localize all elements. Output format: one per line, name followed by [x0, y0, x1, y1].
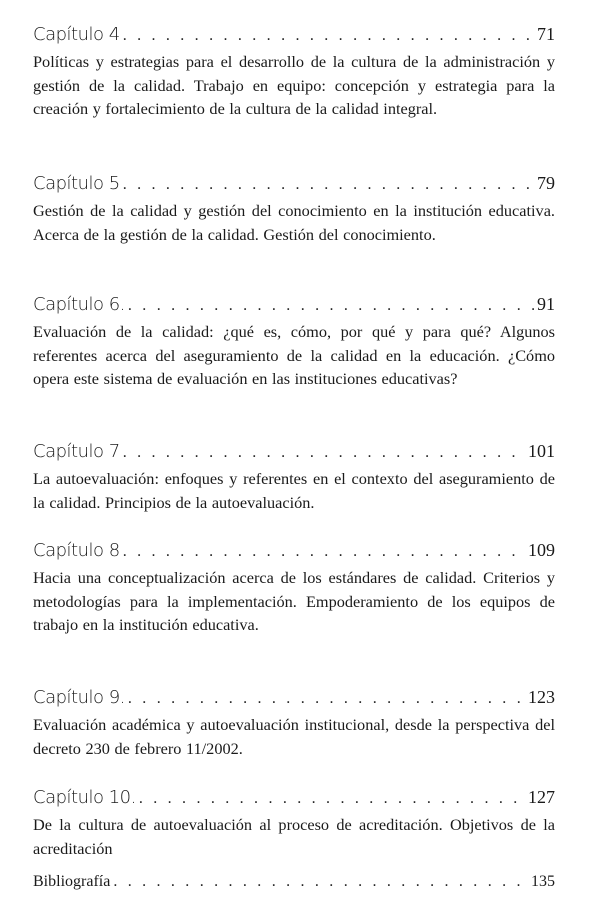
toc-entry-chapter-10 [33, 785, 555, 860]
chapter-label: Capítulo 9. [33, 687, 125, 708]
page-number: 91 [537, 294, 555, 314]
dot-leader [123, 173, 534, 197]
toc-entry-bibliography [33, 870, 555, 894]
chapter-label: Capítulo 4 [33, 24, 120, 45]
chapter-description: Evaluación de la calidad: ¿qué es, cómo, por qué y para qué? Algunos referentes acerca del aseguramiento de la calidad en la educación. ¿Cómo opera este sistema de evaluación en las instituciones educativas? [33, 322, 555, 388]
page-number: 109 [528, 540, 555, 560]
dot-leader [139, 787, 525, 811]
toc-heading [33, 538, 555, 564]
toc-heading [33, 22, 555, 48]
chapter-description: De la cultura de autoevaluación al proceso de acreditación. Objetivos de la acreditación [33, 815, 555, 858]
toc-entry-chapter-4 [33, 22, 555, 121]
chapter-label: Capítulo 8 [33, 540, 120, 561]
toc-heading [33, 292, 555, 318]
dot-leader [123, 540, 525, 564]
toc-entry-chapter-7 [33, 439, 555, 514]
toc-entry-chapter-6 [33, 292, 555, 391]
chapter-label: Capítulo 10. [33, 787, 136, 808]
toc-entry-chapter-8 [33, 538, 555, 637]
page-number: 127 [528, 787, 555, 807]
chapter-description: Evaluación académica y autoevaluación institucional, desde la perspectiva del decreto 230 de febrero 11/2002. [33, 715, 555, 758]
toc-heading [33, 870, 555, 894]
chapter-label: Capítulo 6. [33, 294, 125, 315]
chapter-description: Hacia una conceptualización acerca de los estándares de calidad. Criterios y metodologías para la implementación. Empoderamiento de los equipos de trabajo en la institución educativa. [33, 568, 555, 634]
page-number: 71 [537, 24, 555, 44]
dot-leader [128, 687, 525, 711]
chapter-description: La autoevaluación: enfoques y referentes en el contexto del aseguramiento de la calidad. Principios de la autoevaluación. [33, 469, 555, 512]
dot-leader [128, 294, 534, 318]
dot-leader [123, 24, 534, 48]
toc-entry-chapter-9 [33, 685, 555, 760]
toc-heading [33, 171, 555, 197]
toc-entry-chapter-5 [33, 171, 555, 246]
chapter-label: Capítulo 5 [33, 173, 120, 194]
bibliography-label: Bibliografía [33, 873, 111, 890]
toc-heading [33, 439, 555, 465]
chapter-label: Capítulo 7 [33, 441, 120, 462]
dot-leader [123, 441, 525, 465]
chapter-description: Gestión de la calidad y gestión del conocimiento en la institución educativa. Acerca de la gestión de la calidad. Gestión del conocimiento. [33, 201, 555, 244]
toc-heading [33, 685, 555, 711]
page-number: 101 [528, 441, 555, 461]
dot-leader [113, 870, 528, 894]
chapter-description: Políticas y estrategias para el desarrollo de la cultura de la administración y gestión de la calidad. Trabajo en equipo: concepción y estrategia para la creación y fortalecimiento de la cultura de la calidad integral. [33, 52, 555, 118]
page-number: 79 [537, 173, 555, 193]
toc-heading [33, 785, 555, 811]
page-number: 123 [528, 687, 555, 707]
page-number: 135 [531, 873, 555, 890]
